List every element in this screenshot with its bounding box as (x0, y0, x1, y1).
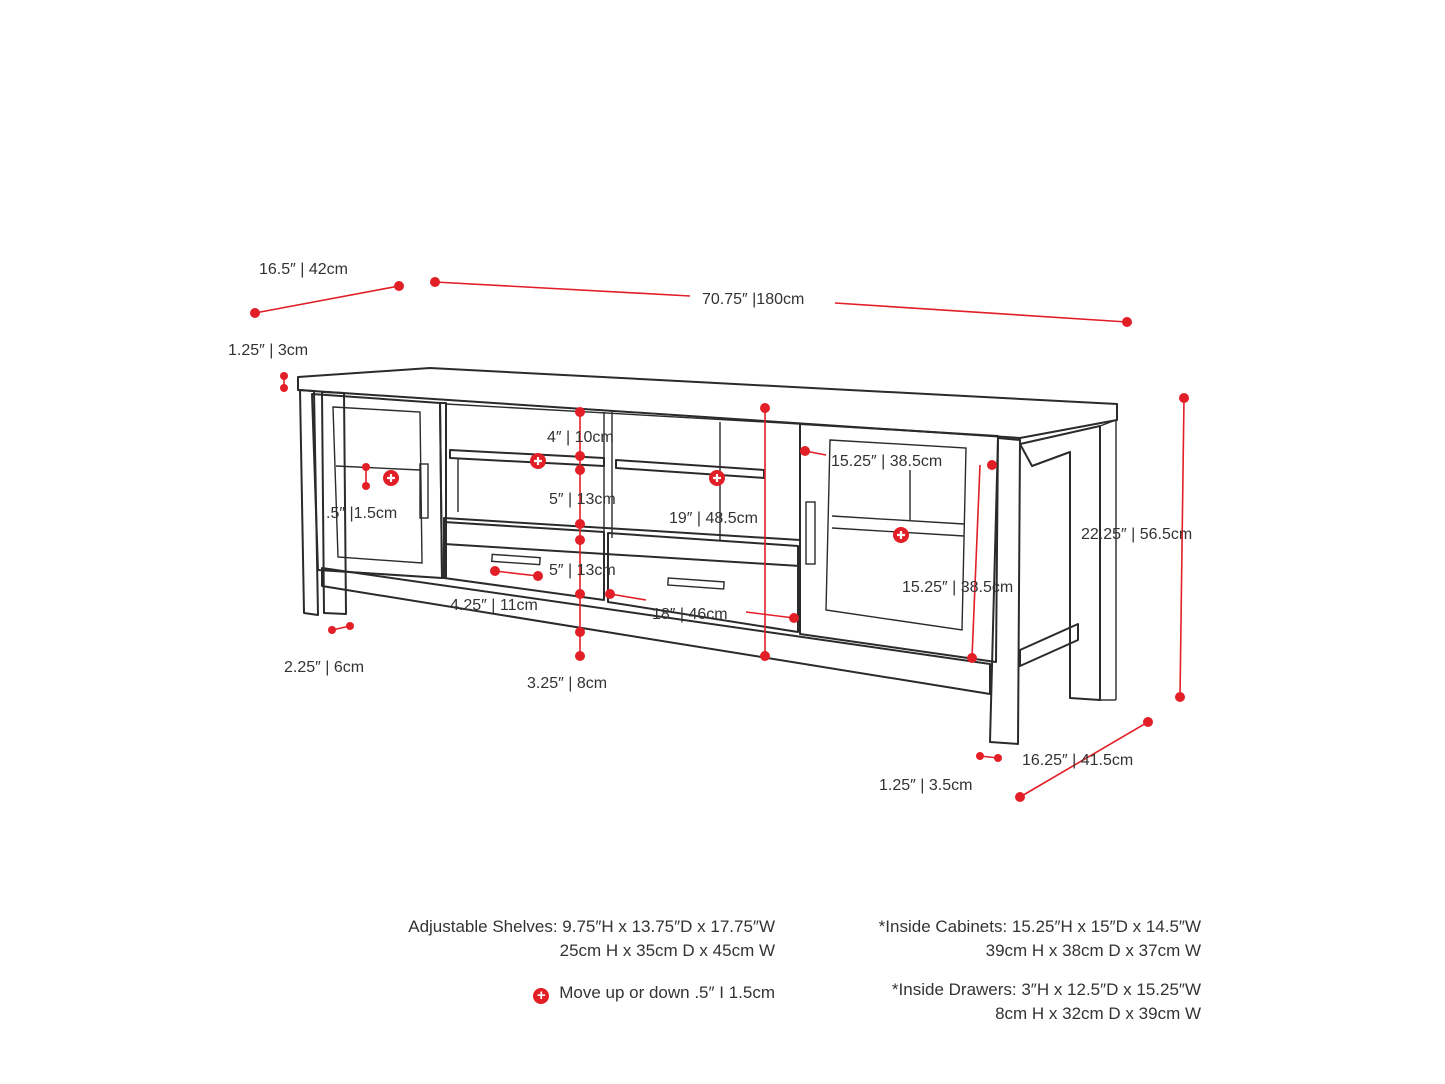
label-clearance: 3.25″ | 8cm (527, 675, 608, 692)
label-cabinet-lower: 15.25″ | 38.5cm (902, 579, 1014, 596)
label-shelf-gap-mid: 5″ | 13cm (549, 491, 616, 508)
spec-drawers-line1: *Inside Drawers: 3″H x 12.5″D x 15.25″W (891, 980, 1201, 999)
label-open-height: 19″ | 48.5cm (669, 510, 758, 527)
label-cabinet-upper: 15.25″ | 38.5cm (831, 453, 943, 470)
spec-shelves (408, 915, 775, 963)
spec-drawers (892, 978, 1201, 1026)
spec-cabinets-line2: 39cm H x 38cm D x 37cm W (985, 941, 1201, 960)
plus-circle-icon: + (533, 988, 549, 1004)
label-depth-top: 16.5″ | 42cm (259, 261, 348, 278)
spec-shelves-line2: 25cm H x 35cm D x 45cm W (559, 941, 775, 960)
move-note-text: Move up or down .5″ I 1.5cm (559, 983, 775, 1002)
label-shelf-adjust: .5″ |1.5cm (326, 505, 398, 522)
label-leg-thickness: 1.25″ | 3.5cm (879, 777, 973, 794)
label-width: 70.75″ |180cm (702, 291, 805, 308)
label-drawer-handle: 4.25″ | 11cm (450, 597, 538, 614)
spec-move-note (533, 981, 775, 1005)
spec-cabinets (879, 915, 1201, 963)
label-top-thickness: 1.25″ | 3cm (228, 342, 309, 359)
spec-cabinets-line1: *Inside Cabinets: 15.25″H x 15″D x 14.5″W (878, 917, 1201, 936)
label-drawer-width: 18″ | 46cm (652, 606, 728, 623)
label-total-height: 22.25″ | 56.5cm (1081, 526, 1193, 543)
label-drawer-height: 5″ | 13cm (549, 562, 616, 579)
label-leg-width: 2.25″ | 6cm (284, 659, 365, 676)
spec-drawers-line2: 8cm H x 32cm D x 39cm W (995, 1004, 1201, 1023)
label-shelf-gap-top: 4″ | 10cm (547, 429, 614, 446)
spec-shelves-line1: Adjustable Shelves: 9.75″H x 13.75″D x 17.75″W (408, 917, 775, 936)
label-depth-bottom: 16.25″ | 41.5cm (1022, 752, 1134, 769)
tv-stand-drawing (298, 368, 1117, 744)
